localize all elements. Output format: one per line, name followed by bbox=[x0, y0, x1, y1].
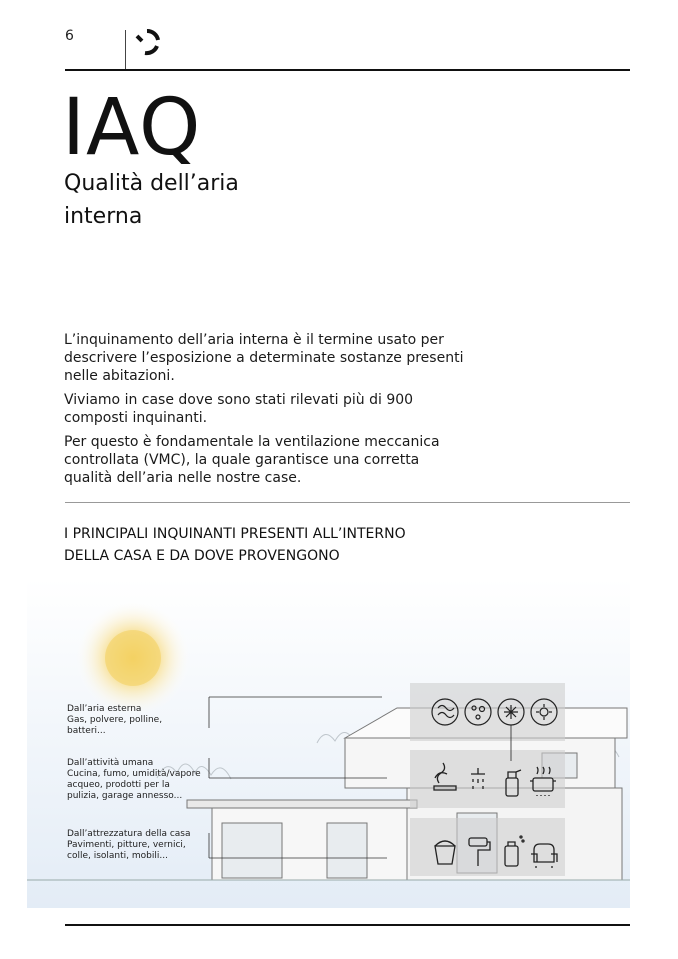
section-divider bbox=[65, 502, 630, 503]
section-title bbox=[64, 523, 406, 567]
top-rule bbox=[65, 69, 630, 71]
panel-outdoor bbox=[410, 683, 565, 741]
source-equipment-detail: Pavimenti, pitture, vernici, colle, isolanti, mobili... bbox=[67, 840, 186, 861]
panel-equipment bbox=[410, 818, 565, 876]
source-activity bbox=[67, 758, 202, 802]
source-outdoor-detail: Gas, polvere, polline, batteri... bbox=[67, 715, 163, 736]
header-divider bbox=[125, 30, 126, 70]
sun-core bbox=[105, 630, 161, 686]
brand-logo bbox=[133, 28, 163, 56]
page-number: 6 bbox=[65, 28, 74, 44]
paragraph-1: L’inquinamento dell’aria interna è il termine usato per descrivere l’esposizione a determinate sostanze presenti nelle abitazioni. bbox=[64, 332, 464, 384]
paragraph-3: Per questo è fondamentale la ventilazione meccanica controllata (VMC), la quale garantisce una corretta qualità dell’aria nelle nostre case. bbox=[64, 434, 440, 486]
section-title-line-2: DELLA CASA E DA DOVE PROVENGONO bbox=[64, 548, 340, 564]
bottom-rule bbox=[65, 924, 630, 926]
intro-text bbox=[64, 331, 464, 493]
page-subtitle bbox=[64, 167, 324, 233]
source-activity-head: Dall’attività umana bbox=[67, 758, 154, 768]
source-outdoor-head: Dall’aria esterna bbox=[67, 704, 142, 714]
source-activity-detail: Cucina, fumo, umidità/vapore acqueo, prodotti per la pulizia, garage annesso... bbox=[67, 769, 201, 801]
section-title-line-1: I PRINCIPALI INQUINANTI PRESENTI ALL’INTERNO bbox=[64, 526, 406, 542]
source-equipment bbox=[67, 829, 202, 862]
page-title: IAQ bbox=[62, 83, 202, 173]
subtitle-line-1: Qualità dell’aria bbox=[64, 171, 239, 196]
subtitle-line-2: interna bbox=[64, 204, 143, 229]
source-equipment-head: Dall’attrezzatura della casa bbox=[67, 829, 191, 839]
source-outdoor bbox=[67, 704, 202, 737]
paragraph-2: Viviamo in case dove sono stati rilevati più di 900 composti inquinanti. bbox=[64, 392, 414, 426]
panel-activity bbox=[410, 750, 565, 808]
